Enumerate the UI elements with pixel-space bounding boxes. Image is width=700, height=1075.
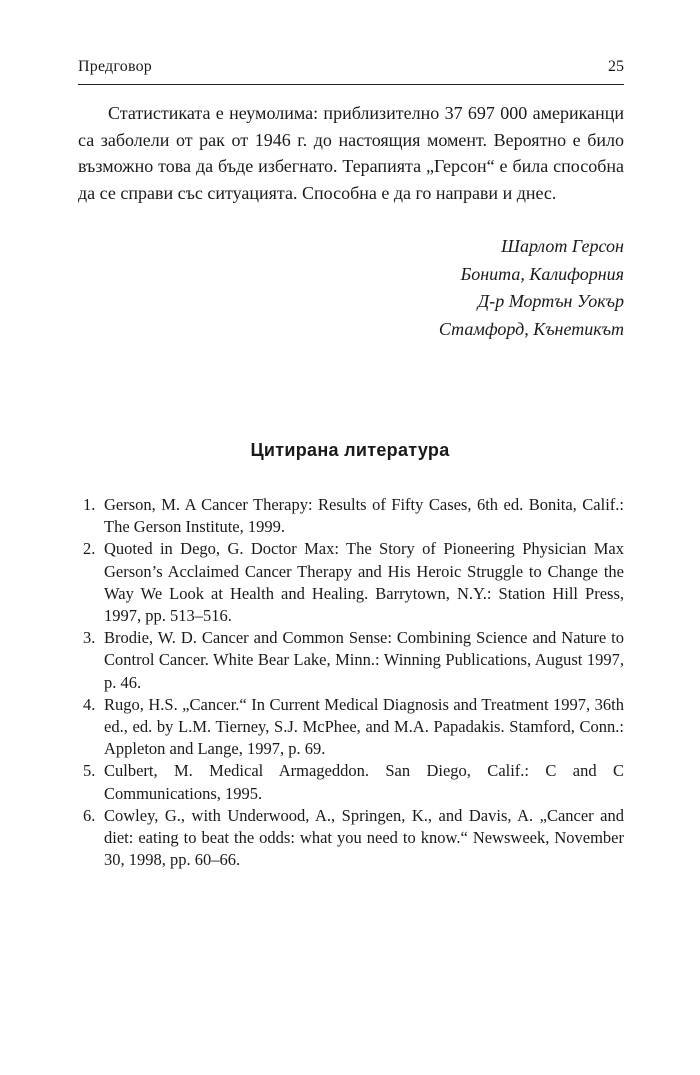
reference-text: Culbert, M. Medical Armageddon. San Diego, Calif.: C and C Communications, 1995. [104, 761, 624, 803]
reference-number: 1. [83, 495, 96, 514]
references-heading: Цитирана литература [250, 440, 450, 460]
reference-text: Cowley, G., with Underwood, A., Springen, K., and Davis, A. „Cancer and diet: eating to beat the odds: what you need to know.“ Newsweek, November 30, 1998, pp. 60–66. [104, 805, 624, 870]
running-header [78, 58, 624, 86]
reference-item [78, 760, 624, 804]
reference-item [78, 627, 624, 694]
reference-item [78, 538, 624, 627]
signature-block [439, 233, 624, 343]
reference-number: 5. [83, 761, 96, 781]
reference-item [78, 694, 624, 761]
chapter-title: Предговор [78, 58, 152, 75]
reference-number: 4. [83, 694, 96, 714]
reference-text: Rugo, H.S. „Cancer.“ In Current Medical Diagnosis and Treatment 1997, 36th ed., ed. by L.M. Tierney, S.J. McPhee, and M.A. Papadakis. Stamford, Conn.: Appleton and Lange, 1997, p. 69. [104, 694, 624, 759]
header-rule [78, 84, 624, 85]
reference-item [78, 805, 624, 872]
reference-number: 6. [83, 805, 96, 825]
page-number: 25 [608, 58, 624, 75]
body-paragraph: Статистиката е неумолима: приблизително 37 697 000 американци са заболели от рак от 1946 г. до настоящия момент. Вероятно е било възможно това да бъде избегнато. Терапията „Герсон“ е била способна да се справи със ситуацията. Способна е да го направи и днес. [78, 103, 624, 203]
reference-text: Quoted in Dego, G. Doctor Max: The Story of Pioneering Physician Max Gerson’s Acclaimed Cancer Therapy and His Heroic Struggle to Change the Way We Look at Health and Healing. Barrytown, N.Y.: Station Hill Press, 1997, pp. 513–516. [104, 539, 624, 626]
signature-place-1: Бонита, Калифорния [460, 263, 624, 284]
reference-number: 2. [83, 539, 96, 559]
signature-name-2: Д-р Мортън Уокър [477, 291, 624, 311]
signature-place-2: Стамфорд, Кънетикът [438, 318, 624, 339]
reference-number: 3. [83, 628, 96, 648]
reference-text: Gerson, M. A Cancer Therapy: Results of Fifty Cases, 6th ed. Bonita, Calif.: The Gerson Institute, 1999. [104, 495, 624, 537]
references-list [78, 494, 624, 871]
reference-item [78, 494, 624, 538]
signature-name-1: Шарлот Герсон [501, 236, 624, 256]
reference-text: Brodie, W. D. Cancer and Common Sense: Combining Science and Nature to Control Cancer. White Bear Lake, Minn.: Winning Publications, August 1997, p. 46. [104, 628, 624, 692]
